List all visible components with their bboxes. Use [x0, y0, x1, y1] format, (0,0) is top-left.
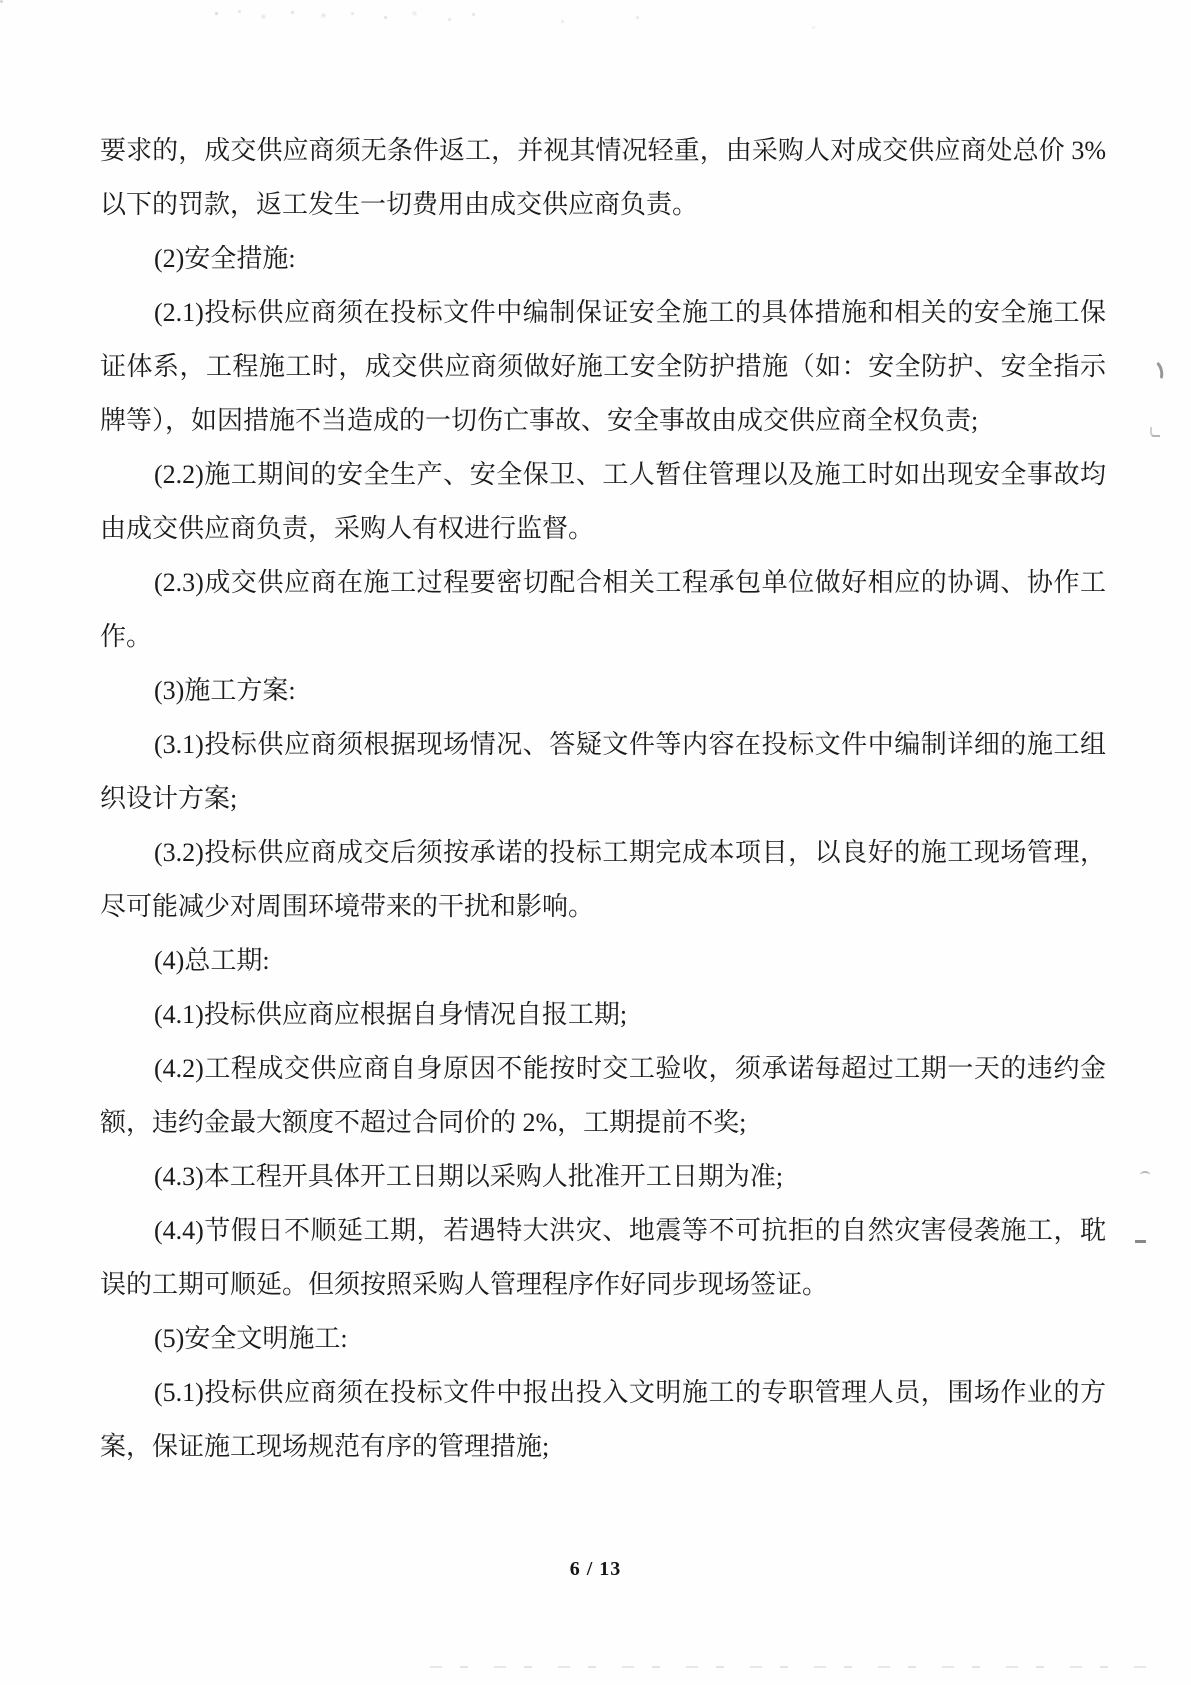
- scan-artifact-bottom-streak: [430, 1666, 1154, 1668]
- paragraph-3-2: (3.2)投标供应商成交后须按承诺的投标工期完成本项目，以良好的施工现场管理，尽可能减少对周围环境带来的干扰和影响。: [100, 838, 1106, 921]
- scan-artifact-dash-mark: [1135, 1240, 1146, 1243]
- paragraph-4-4: (4.4)节假日不顺延工期，若遇特大洪灾、地震等不可抗拒的自然灾害侵袭施工，耽误的工期可顺延。但须按照采购人管理程序作好同步现场签证。: [100, 1216, 1106, 1299]
- paragraph-2-3: (2.3)成交供应商在施工过程要密切配合相关工程承包单位做好相应的协调、协作工作。: [100, 568, 1106, 651]
- document-body: [100, 124, 1106, 1474]
- paragraph-heading-5: (5)安全文明施工:: [154, 1324, 348, 1353]
- scan-artifact-top-speckles: [0, 0, 3, 3]
- paragraph-continuation: 要求的，成交供应商须无条件返工，并视其情况轻重，由采购人对成交供应商处总价 3%以下的罚款，返工发生一切费用由成交供应商负责。: [100, 136, 1106, 219]
- paragraph-5-1: (5.1)投标供应商须在投标文件中报出投入文明施工的专职管理人员，围场作业的方案，保证施工现场规范有序的管理措施;: [100, 1378, 1106, 1461]
- page-number: 6 / 13: [569, 1558, 622, 1580]
- paragraph-heading-3: (3)施工方案:: [154, 676, 296, 705]
- paragraph-4-1: (4.1)投标供应商应根据自身情况自报工期;: [154, 1000, 628, 1029]
- paragraph-4-3: (4.3)本工程开具体开工日期以采购人批准开工日期为准;: [154, 1162, 784, 1191]
- paragraph-2-1: (2.1)投标供应商须在投标文件中编制保证安全施工的具体措施和相关的安全施工保证体系，工程施工时，成交供应商须做好施工安全防护措施（如：安全防护、安全指示牌等），如因措施不当造成的一切伤亡事故、安全事故由成交供应商全权负责;: [100, 298, 1106, 435]
- paragraph-2-2: (2.2)施工期间的安全生产、安全保卫、工人暂住管理以及施工时如出现安全事故均由成交供应商负责，采购人有权进行监督。: [100, 460, 1106, 543]
- scan-artifact-hook-mark: [1150, 427, 1160, 437]
- paragraph-heading-2: (2)安全措施:: [154, 244, 296, 273]
- page-footer: [0, 1558, 1191, 1581]
- scan-artifact-tilde-mark: [1140, 1171, 1150, 1179]
- paragraph-4-2: (4.2)工程成交供应商自身原因不能按时交工验收，须承诺每超过工期一天的违约金额，违约金最大额度不超过合同价的 2%，工期提前不奖;: [100, 1054, 1106, 1137]
- paragraph-3-1: (3.1)投标供应商须根据现场情况、答疑文件等内容在投标文件中编制详细的施工组织设计方案;: [100, 730, 1106, 813]
- scan-artifact-curl-mark: [1145, 359, 1165, 385]
- paragraph-heading-4: (4)总工期:: [154, 946, 270, 975]
